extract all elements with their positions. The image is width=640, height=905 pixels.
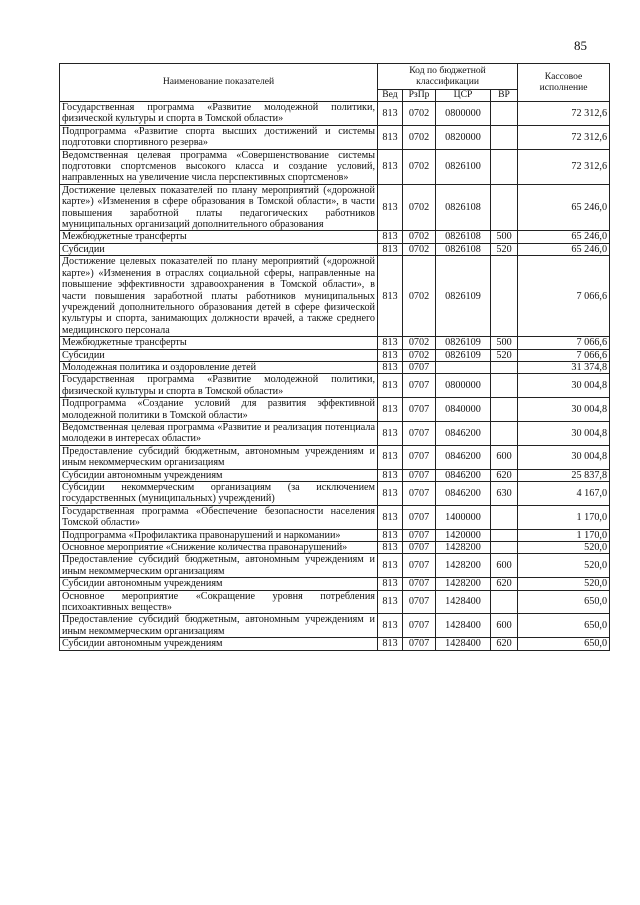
row-csr: 0826109 — [436, 349, 491, 361]
row-ved: 813 — [378, 337, 403, 349]
row-ved: 813 — [378, 349, 403, 361]
row-rzpr: 0707 — [403, 374, 436, 398]
header-vr: ВР — [491, 90, 518, 102]
row-csr: 1420000 — [436, 529, 491, 541]
row-amount: 650,0 — [518, 590, 610, 614]
row-csr: 0826109 — [436, 337, 491, 349]
row-amount: 650,0 — [518, 638, 610, 650]
row-csr: 0846200 — [436, 482, 491, 506]
table-row — [60, 445, 610, 469]
row-ved: 813 — [378, 482, 403, 506]
row-vr — [491, 590, 518, 614]
row-rzpr: 0702 — [403, 102, 436, 126]
row-csr: 0826100 — [436, 149, 491, 184]
row-ved: 813 — [378, 638, 403, 650]
row-vr — [491, 529, 518, 541]
table-row — [60, 243, 610, 255]
row-vr: 520 — [491, 349, 518, 361]
table-row — [60, 184, 610, 231]
table-row — [60, 102, 610, 126]
row-name: Субсидии автономным учреждениям — [60, 638, 378, 650]
row-vr: 620 — [491, 469, 518, 481]
table-row — [60, 256, 610, 337]
row-vr — [491, 542, 518, 554]
row-vr — [491, 398, 518, 422]
row-csr: 0846200 — [436, 469, 491, 481]
row-amount: 72 312,6 — [518, 149, 610, 184]
row-vr — [491, 374, 518, 398]
row-csr: 0826108 — [436, 243, 491, 255]
header-sum-column: Кассовое исполнение — [518, 64, 610, 102]
row-name: Субсидии автономным учреждениям — [60, 469, 378, 481]
row-vr: 630 — [491, 482, 518, 506]
table-row — [60, 361, 610, 373]
row-rzpr: 0707 — [403, 614, 436, 638]
table-row — [60, 578, 610, 590]
row-ved: 813 — [378, 445, 403, 469]
table-row — [60, 614, 610, 638]
row-ved: 813 — [378, 554, 403, 578]
page-number: 85 — [574, 38, 587, 53]
row-amount: 520,0 — [518, 554, 610, 578]
row-vr: 620 — [491, 578, 518, 590]
row-amount: 30 004,8 — [518, 445, 610, 469]
header-rzpr: РзПр — [403, 90, 436, 102]
row-rzpr: 0707 — [403, 421, 436, 445]
row-rzpr: 0702 — [403, 149, 436, 184]
table-row — [60, 469, 610, 481]
row-amount: 1 170,0 — [518, 529, 610, 541]
row-rzpr: 0707 — [403, 505, 436, 529]
row-ved: 813 — [378, 102, 403, 126]
row-csr: 0840000 — [436, 398, 491, 422]
row-name: Предоставление субсидий бюджетным, автономным учреждениям и иным некоммерческим организациям — [60, 614, 378, 638]
row-rzpr: 0702 — [403, 256, 436, 337]
row-amount: 65 246,0 — [518, 243, 610, 255]
row-vr — [491, 421, 518, 445]
row-name: Субсидии — [60, 349, 378, 361]
row-ved: 813 — [378, 590, 403, 614]
row-ved: 813 — [378, 542, 403, 554]
header-csr: ЦСР — [436, 90, 491, 102]
row-rzpr: 0702 — [403, 125, 436, 149]
row-ved: 813 — [378, 614, 403, 638]
row-rzpr: 0707 — [403, 638, 436, 650]
row-ved: 813 — [378, 149, 403, 184]
row-csr: 0820000 — [436, 125, 491, 149]
row-name: Государственная программа «Развитие молодежной политики, физической культуры и спорта в Томской области» — [60, 374, 378, 398]
header-code-group: Код по бюджетной классификации — [378, 64, 518, 90]
row-ved: 813 — [378, 256, 403, 337]
row-name: Субсидии автономным учреждениям — [60, 578, 378, 590]
row-name: Предоставление субсидий бюджетным, автономным учреждениям и иным некоммерческим организациям — [60, 445, 378, 469]
row-name: Подпрограмма «Создание условий для развития эффективной молодежной политики в Томской области» — [60, 398, 378, 422]
row-amount: 31 374,8 — [518, 361, 610, 373]
row-rzpr: 0702 — [403, 337, 436, 349]
row-name: Подпрограмма «Развитие спорта высших достижений и системы подготовки спортивного резерва» — [60, 125, 378, 149]
row-amount: 7 066,6 — [518, 349, 610, 361]
table-row — [60, 529, 610, 541]
row-rzpr: 0702 — [403, 349, 436, 361]
row-rzpr: 0707 — [403, 445, 436, 469]
table-row — [60, 505, 610, 529]
row-ved: 813 — [378, 469, 403, 481]
row-name: Ведомственная целевая программа «Развитие и реализация потенциала молодежи в интересах области» — [60, 421, 378, 445]
row-amount: 65 246,0 — [518, 231, 610, 243]
row-ved: 813 — [378, 125, 403, 149]
table-row — [60, 125, 610, 149]
row-amount: 650,0 — [518, 614, 610, 638]
row-ved: 813 — [378, 421, 403, 445]
row-amount: 30 004,8 — [518, 374, 610, 398]
table-row — [60, 231, 610, 243]
row-vr: 500 — [491, 337, 518, 349]
row-rzpr: 0702 — [403, 231, 436, 243]
row-csr: 0826108 — [436, 231, 491, 243]
table-row — [60, 374, 610, 398]
row-csr: 1400000 — [436, 505, 491, 529]
table-row — [60, 349, 610, 361]
row-csr: 1428400 — [436, 638, 491, 650]
row-amount: 72 312,6 — [518, 102, 610, 126]
row-name: Основное мероприятие «Сокращение уровня потребления психоактивных веществ» — [60, 590, 378, 614]
row-rzpr: 0707 — [403, 482, 436, 506]
row-rzpr: 0707 — [403, 542, 436, 554]
table-row — [60, 398, 610, 422]
row-amount: 520,0 — [518, 578, 610, 590]
row-vr: 600 — [491, 614, 518, 638]
row-vr: 620 — [491, 638, 518, 650]
row-rzpr: 0707 — [403, 578, 436, 590]
table-row — [60, 554, 610, 578]
row-rzpr: 0707 — [403, 361, 436, 373]
row-csr: 1428400 — [436, 614, 491, 638]
row-vr — [491, 505, 518, 529]
row-name: Межбюджетные трансферты — [60, 231, 378, 243]
row-amount: 25 837,8 — [518, 469, 610, 481]
row-name: Субсидии некоммерческим организациям (за исключением государственных (муниципальных) учреждений) — [60, 482, 378, 506]
row-name: Основное мероприятие «Снижение количества правонарушений» — [60, 542, 378, 554]
row-ved: 813 — [378, 505, 403, 529]
row-name: Предоставление субсидий бюджетным, автономным учреждениям и иным некоммерческим организациям — [60, 554, 378, 578]
row-name: Достижение целевых показателей по плану мероприятий («дорожной карте») «Изменения в отраслях социальной сферы, направленные на повышение эффективности здравоохранения в Томской области», в части повышения заработной платы работников муниципальных учреждений дополнительного образования детей в сфере физической культуры и спорта, занимающих должности врачей, а также среднего медицинского персонала — [60, 256, 378, 337]
table-body — [60, 102, 610, 651]
row-rzpr: 0707 — [403, 554, 436, 578]
row-vr — [491, 149, 518, 184]
row-rzpr: 0707 — [403, 529, 436, 541]
table-row — [60, 149, 610, 184]
row-vr — [491, 361, 518, 373]
row-amount: 72 312,6 — [518, 125, 610, 149]
row-csr: 0826108 — [436, 184, 491, 231]
row-name: Ведомственная целевая программа «Совершенствование системы подготовки спортсменов высокого класса и создание условий, направленных на увеличение числа перспективных спортсменов» — [60, 149, 378, 184]
row-csr: 0800000 — [436, 102, 491, 126]
row-ved: 813 — [378, 243, 403, 255]
row-ved: 813 — [378, 361, 403, 373]
row-name: Субсидии — [60, 243, 378, 255]
row-ved: 813 — [378, 184, 403, 231]
row-amount: 1 170,0 — [518, 505, 610, 529]
row-amount: 7 066,6 — [518, 256, 610, 337]
row-rzpr: 0707 — [403, 469, 436, 481]
row-amount: 65 246,0 — [518, 184, 610, 231]
row-vr: 500 — [491, 231, 518, 243]
row-csr: 0826109 — [436, 256, 491, 337]
row-csr: 1428200 — [436, 542, 491, 554]
row-amount: 7 066,6 — [518, 337, 610, 349]
table-row — [60, 638, 610, 650]
table-row — [60, 337, 610, 349]
row-vr: 520 — [491, 243, 518, 255]
row-amount: 4 167,0 — [518, 482, 610, 506]
row-name: Межбюджетные трансферты — [60, 337, 378, 349]
row-name: Государственная программа «Развитие молодежной политики, физической культуры и спорта в Томской области» — [60, 102, 378, 126]
row-name: Достижение целевых показателей по плану мероприятий («дорожной карте») «Изменения в сфере образования в Томской области», в части повышения заработной платы педагогических работников муниципальных организаций дополнительного образования — [60, 184, 378, 231]
budget-table — [59, 63, 610, 651]
row-rzpr: 0702 — [403, 243, 436, 255]
row-name: Государственная программа «Обеспечение безопасности населения Томской области» — [60, 505, 378, 529]
header-ved: Вед — [378, 90, 403, 102]
row-csr: 0846200 — [436, 445, 491, 469]
row-amount: 520,0 — [518, 542, 610, 554]
row-csr: 1428200 — [436, 554, 491, 578]
row-ved: 813 — [378, 578, 403, 590]
row-csr: 0846200 — [436, 421, 491, 445]
table-row — [60, 542, 610, 554]
row-amount: 30 004,8 — [518, 398, 610, 422]
row-ved: 813 — [378, 529, 403, 541]
row-csr — [436, 361, 491, 373]
row-rzpr: 0707 — [403, 398, 436, 422]
row-ved: 813 — [378, 398, 403, 422]
row-vr: 600 — [491, 445, 518, 469]
table-row — [60, 482, 610, 506]
row-amount: 30 004,8 — [518, 421, 610, 445]
table-row — [60, 590, 610, 614]
row-csr: 0800000 — [436, 374, 491, 398]
row-vr — [491, 184, 518, 231]
row-vr — [491, 256, 518, 337]
row-csr: 1428400 — [436, 590, 491, 614]
row-rzpr: 0702 — [403, 184, 436, 231]
table-row — [60, 421, 610, 445]
row-vr: 600 — [491, 554, 518, 578]
table-header — [60, 64, 610, 102]
row-rzpr: 0707 — [403, 590, 436, 614]
row-csr: 1428200 — [436, 578, 491, 590]
row-ved: 813 — [378, 374, 403, 398]
row-name: Подпрограмма «Профилактика правонарушений и наркомании» — [60, 529, 378, 541]
row-name: Молодежная политика и оздоровление детей — [60, 361, 378, 373]
row-vr — [491, 125, 518, 149]
header-name-column: Наименование показателей — [60, 64, 378, 102]
row-ved: 813 — [378, 231, 403, 243]
row-vr — [491, 102, 518, 126]
